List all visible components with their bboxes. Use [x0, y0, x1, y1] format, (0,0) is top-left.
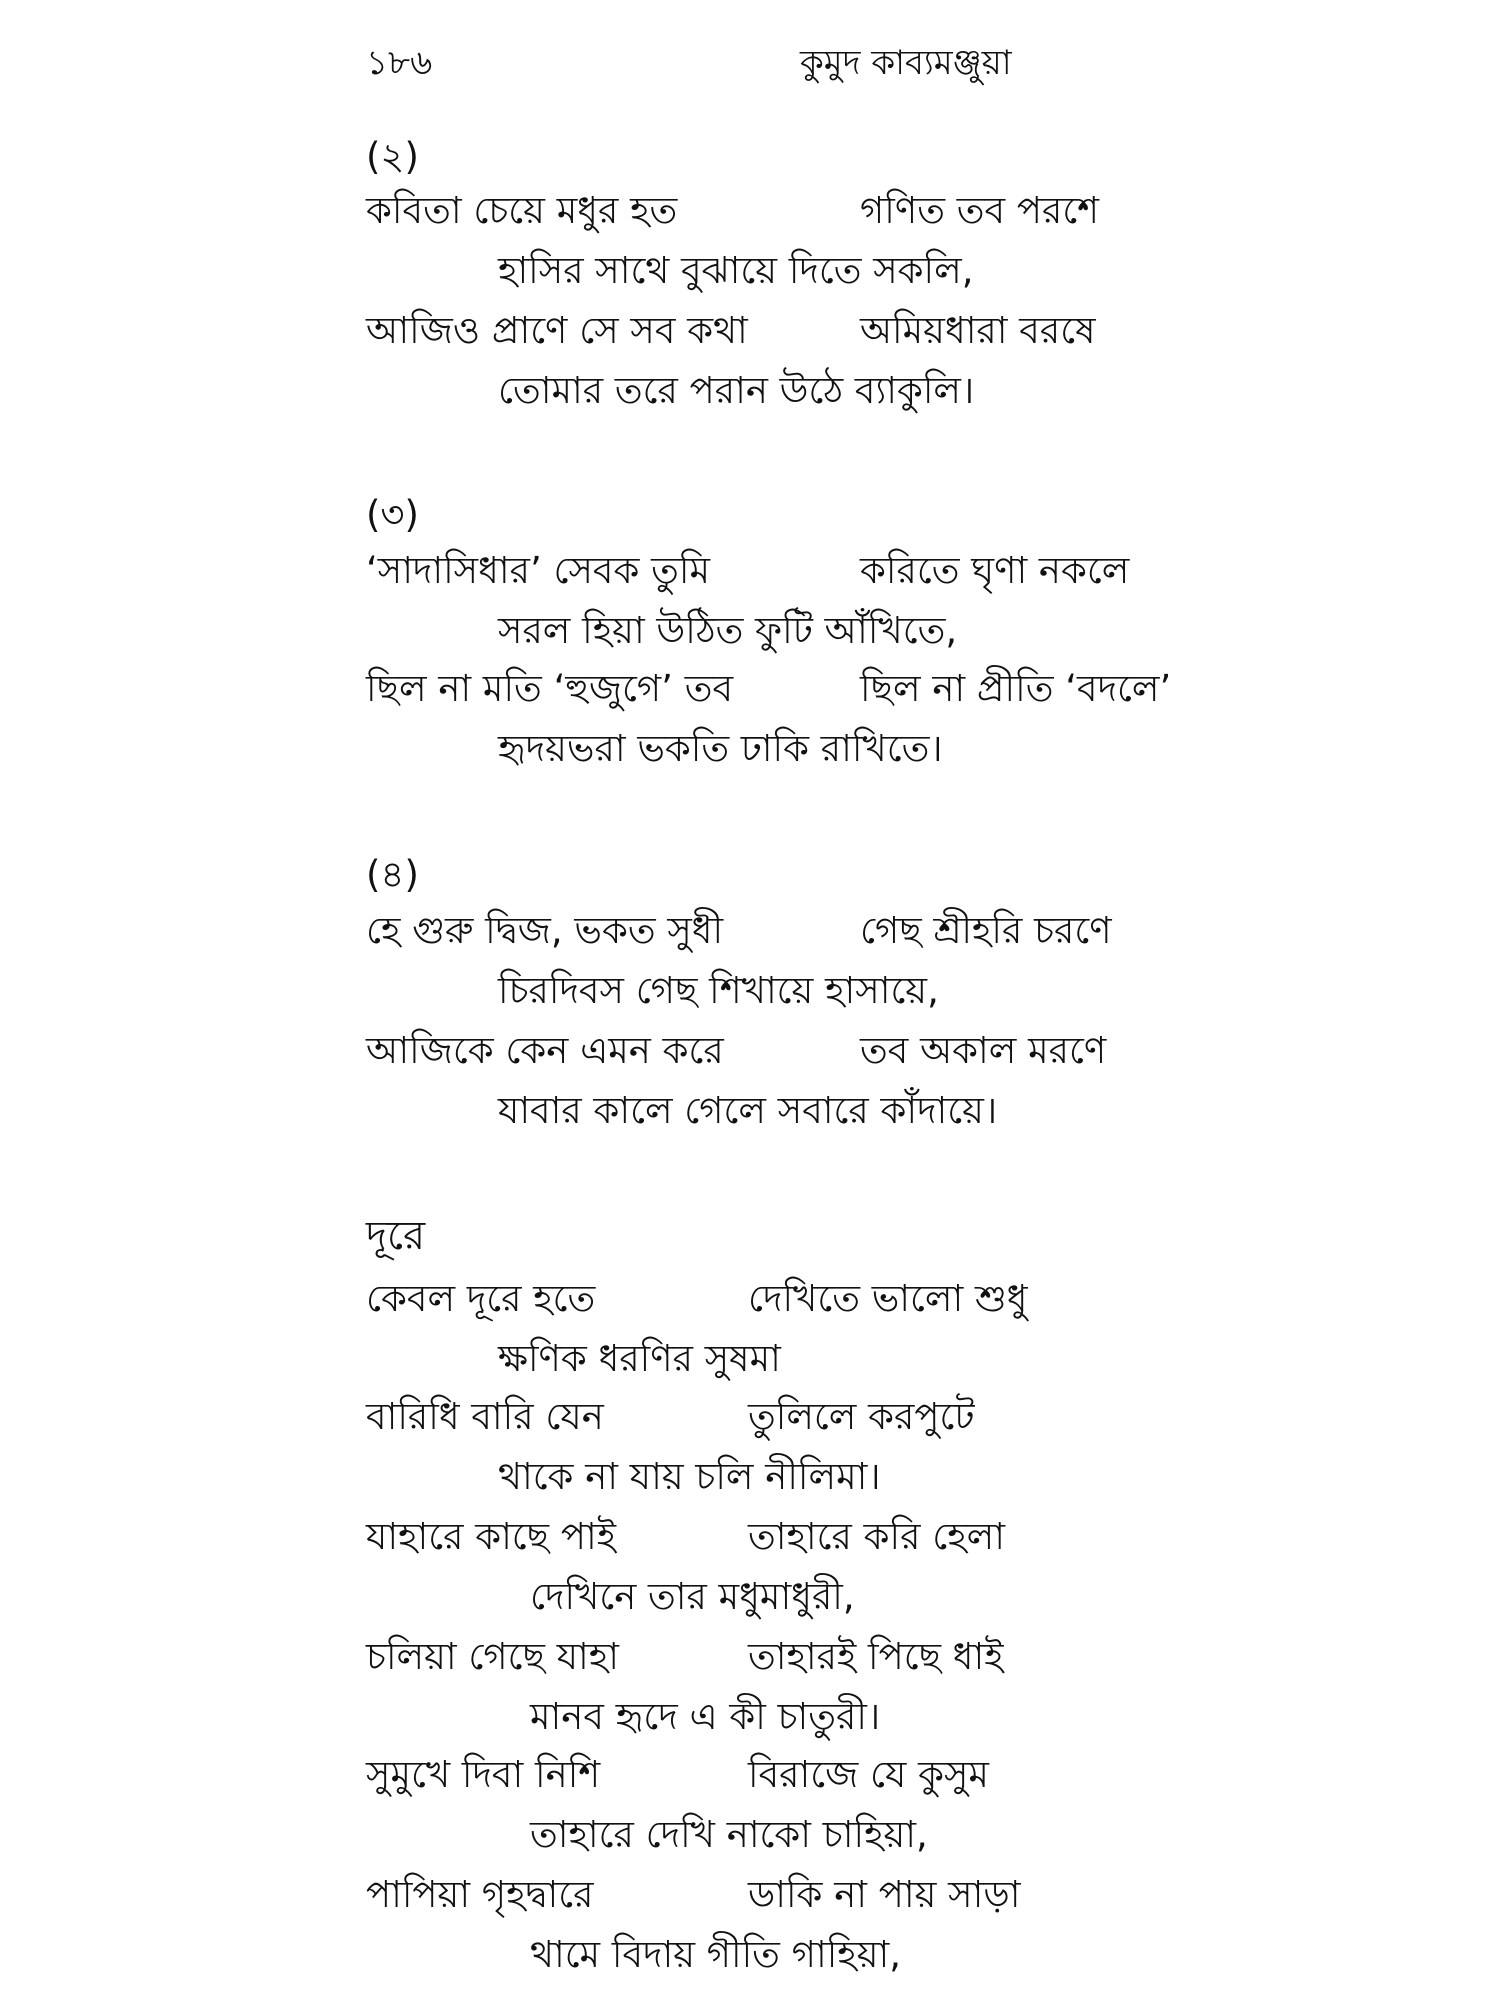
- verse-line: থাকে না যায় চলি নীলিমা।: [498, 1455, 881, 1498]
- poem-title: দূরে: [366, 1213, 426, 1259]
- verse-line: অমিয়ধারা বরষে: [860, 309, 1096, 352]
- verse-line: হে গুরু দ্বিজ, ভকত সুধী: [366, 909, 724, 952]
- verse-line: ক্ষণিক ধরণির সুষমা: [498, 1337, 781, 1380]
- verse-line: মানব হৃদে এ কী চাতুরী।: [530, 1695, 881, 1738]
- verse-line: দেখিতে ভালো শুধু: [748, 1277, 1028, 1320]
- verse-line: তাহারে দেখি নাকো চাহিয়া,: [530, 1813, 928, 1856]
- verse-line: চিরদিবস গেছ শিখায়ে হাসায়ে,: [498, 969, 939, 1012]
- page-number: ১৮৬: [366, 43, 433, 83]
- verse-line: কবিতা চেয়ে মধুর হত: [366, 189, 678, 232]
- stanza-number: (৪): [366, 853, 419, 896]
- verse-line: করিতে ঘৃণা নকলে: [860, 549, 1130, 592]
- verse-line: চলিয়া গেছে যাহা: [366, 1635, 619, 1678]
- verse-line: যাবার কালে গেলে সবারে কাঁদায়ে।: [498, 1089, 998, 1132]
- verse-line: হৃদয়ভরা ভকতি ঢাকি রাখিতে।: [498, 727, 943, 770]
- verse-line: তব অকাল মরণে: [860, 1029, 1107, 1072]
- verse-line: আজিকে কেন এমন করে: [366, 1029, 724, 1072]
- verse-line: হাসির সাথে বুঝায়ে দিতে সকলি,: [498, 249, 974, 292]
- verse-line: গণিত তব পরশে: [860, 189, 1100, 232]
- verse-line: সুমুখে দিবা নিশি: [366, 1753, 601, 1796]
- verse-line: তাহারে করি হেলা: [748, 1515, 1005, 1558]
- verse-line: সরল হিয়া উঠিত ফুটি আঁখিতে,: [498, 609, 958, 652]
- stanza-number: (৩): [366, 493, 419, 536]
- verse-line: বিরাজে যে কুসুম: [748, 1753, 989, 1796]
- verse-line: ছিল না মতি ‘হুজুগে’ তব: [366, 667, 734, 710]
- verse-line: আজিও প্রাণে সে সব কথা: [366, 309, 748, 352]
- verse-line: দেখিনে তার মধুমাধুরী,: [530, 1575, 855, 1618]
- verse-line: কেবল দূরে হতে: [366, 1277, 596, 1320]
- verse-line: তুলিলে করপুটে: [748, 1395, 975, 1438]
- verse-line: তাহারই পিছে ধাই: [748, 1635, 1004, 1678]
- verse-line: ডাকি না পায় সাড়া: [748, 1873, 1021, 1916]
- book-title: কুমুদ কাব্যমঞ্জুয়া: [800, 43, 1012, 83]
- verse-line: ‘সাদাসিধার’ সেবক তুমি: [366, 549, 711, 592]
- verse-line: পাপিয়া গৃহদ্বারে: [366, 1873, 594, 1916]
- verse-line: যাহারে কাছে পাই: [366, 1515, 616, 1558]
- verse-line: তোমার তরে পরান উঠে ব্যাকুলি।: [498, 369, 975, 412]
- verse-line: থামে বিদায় গীতি গাহিয়া,: [530, 1933, 902, 1976]
- verse-line: গেছ শ্রীহরি চরণে: [860, 909, 1112, 952]
- stanza-number: (২): [366, 135, 419, 178]
- verse-line: বারিধি বারি যেন: [366, 1395, 604, 1438]
- verse-line: ছিল না প্রীতি ‘বদলে’: [860, 667, 1172, 710]
